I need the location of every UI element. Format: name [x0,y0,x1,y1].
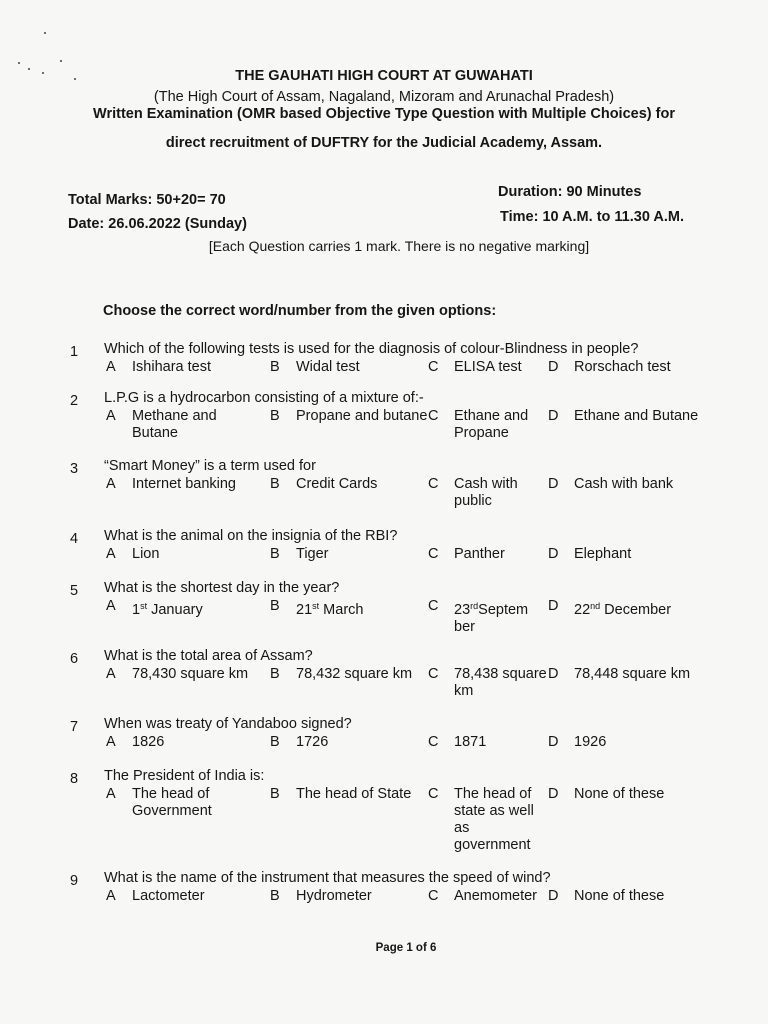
option-text: The head of state as well as government [454,786,534,853]
option-text: 1st January [132,601,203,618]
option-letter: C [428,888,439,904]
question-text: The President of India is: [104,768,265,784]
option-letter: B [270,666,280,682]
option-text: 78,438 square km [454,666,547,699]
option-text: The head of Government [132,786,212,819]
question-number: 3 [70,461,79,477]
option-text: Lion [132,546,160,562]
court-title: THE GAUHATI HIGH COURT AT GUWAHATI [235,68,533,84]
option-letter: B [270,598,280,614]
option-text: The head of State [296,786,412,802]
exam-time: Time: 10 A.M. to 11.30 A.M. [500,209,684,225]
option-text: Rorschach test [574,359,671,375]
option-letter: A [106,666,116,682]
option-letter: A [106,734,116,750]
option-text: 1826 [132,734,165,750]
option-letter: C [428,408,439,424]
question-number: 8 [70,771,79,787]
option-text: 23rdSeptem ber [454,601,529,635]
option-text: 21st March [296,601,364,618]
question-number: 9 [70,873,79,889]
option-text: Tiger [296,546,329,562]
section-instruction: Choose the correct word/number from the given options: [103,303,497,319]
question-text: L.P.G is a hydrocarbon consisting of a mixture of:- [104,390,424,406]
option-text: 1726 [296,734,329,750]
option-letter: B [270,359,280,375]
option-letter: D [548,666,559,682]
option-letter: D [548,734,559,750]
option-text: Panther [454,546,505,562]
option-text: Anemometer [454,888,538,904]
option-text: 1871 [454,734,487,750]
option-letter: A [106,598,116,614]
option-text: None of these [574,786,665,802]
option-letter: B [270,786,280,802]
scan-speck [18,62,20,64]
question-number: 5 [70,583,79,599]
option-text: Cash with public [454,476,518,509]
option-text: 78,432 square km [296,666,413,682]
option-letter: C [428,666,439,682]
option-letter: D [548,359,559,375]
option-letter: C [428,359,439,375]
option-text: Internet banking [132,476,236,492]
option-letter: A [106,786,116,802]
option-letter: A [106,888,116,904]
question-number: 7 [70,719,79,735]
option-text: Lactometer [132,888,205,904]
exam-title-line1: Written Examination (OMR based Objective Type Question with Multiple Choices) for [93,106,675,122]
option-letter: C [428,476,439,492]
option-letter: A [106,408,116,424]
option-text: Hydrometer [296,888,372,904]
option-letter: C [428,786,439,802]
option-letter: D [548,598,559,614]
option-letter: A [106,476,116,492]
question-number: 1 [70,344,79,360]
option-text: ELISA test [454,359,522,375]
scan-speck [60,60,62,62]
marking-note: [Each Question carries 1 mark. There is no negative marking] [208,238,590,254]
question-text: Which of the following tests is used for the diagnosis of colour-Blindness in people? [104,341,639,357]
page-number: Page 1 of 6 [375,942,437,954]
option-letter: C [428,734,439,750]
option-letter: D [548,476,559,492]
option-letter: D [548,888,559,904]
option-text: Cash with bank [574,476,674,492]
question-text: “Smart Money” is a term used for [104,458,316,474]
exam-date: Date: 26.06.2022 (Sunday) [68,216,247,232]
option-text: Ishihara test [132,359,211,375]
option-letter: C [428,546,439,562]
question-text: When was treaty of Yandaboo signed? [104,716,352,732]
option-text: Elephant [574,546,632,562]
option-letter: B [270,734,280,750]
duration: Duration: 90 Minutes [498,184,642,200]
question-text: What is the name of the instrument that measures the speed of wind? [104,870,551,886]
option-letter: B [270,888,280,904]
option-text: Ethane and Propane [454,408,529,441]
option-letter: A [106,546,116,562]
option-text: Widal test [296,359,360,375]
question-text: What is the shortest day in the year? [104,580,340,596]
question-number: 2 [70,393,79,409]
total-marks: Total Marks: 50+20= 70 [68,192,226,208]
option-text: 78,448 square km [574,666,691,682]
option-text: Methane and Butane [132,408,217,441]
option-text: Credit Cards [296,476,378,492]
option-text: 78,430 square km [132,666,249,682]
question-number: 6 [70,651,79,667]
option-text: None of these [574,888,665,904]
option-text: Ethane and Butane [574,408,699,424]
option-letter: D [548,786,559,802]
option-letter: D [548,546,559,562]
scan-speck [44,32,46,34]
option-letter: B [270,476,280,492]
exam-title-line2: direct recruitment of DUFTRY for the Judicial Academy, Assam. [165,135,603,151]
option-letter: A [106,359,116,375]
option-letter: D [548,408,559,424]
court-subtitle: (The High Court of Assam, Nagaland, Mizoram and Arunachal Pradesh) [153,89,615,105]
option-letter: B [270,408,280,424]
question-number: 4 [70,531,79,547]
question-text: What is the animal on the insignia of the RBI? [104,528,398,544]
option-text: 1926 [574,734,607,750]
option-text: 22nd December [574,601,672,618]
option-letter: C [428,598,439,614]
question-text: What is the total area of Assam? [104,648,313,664]
option-text: Propane and butane [296,408,428,424]
option-letter: B [270,546,280,562]
